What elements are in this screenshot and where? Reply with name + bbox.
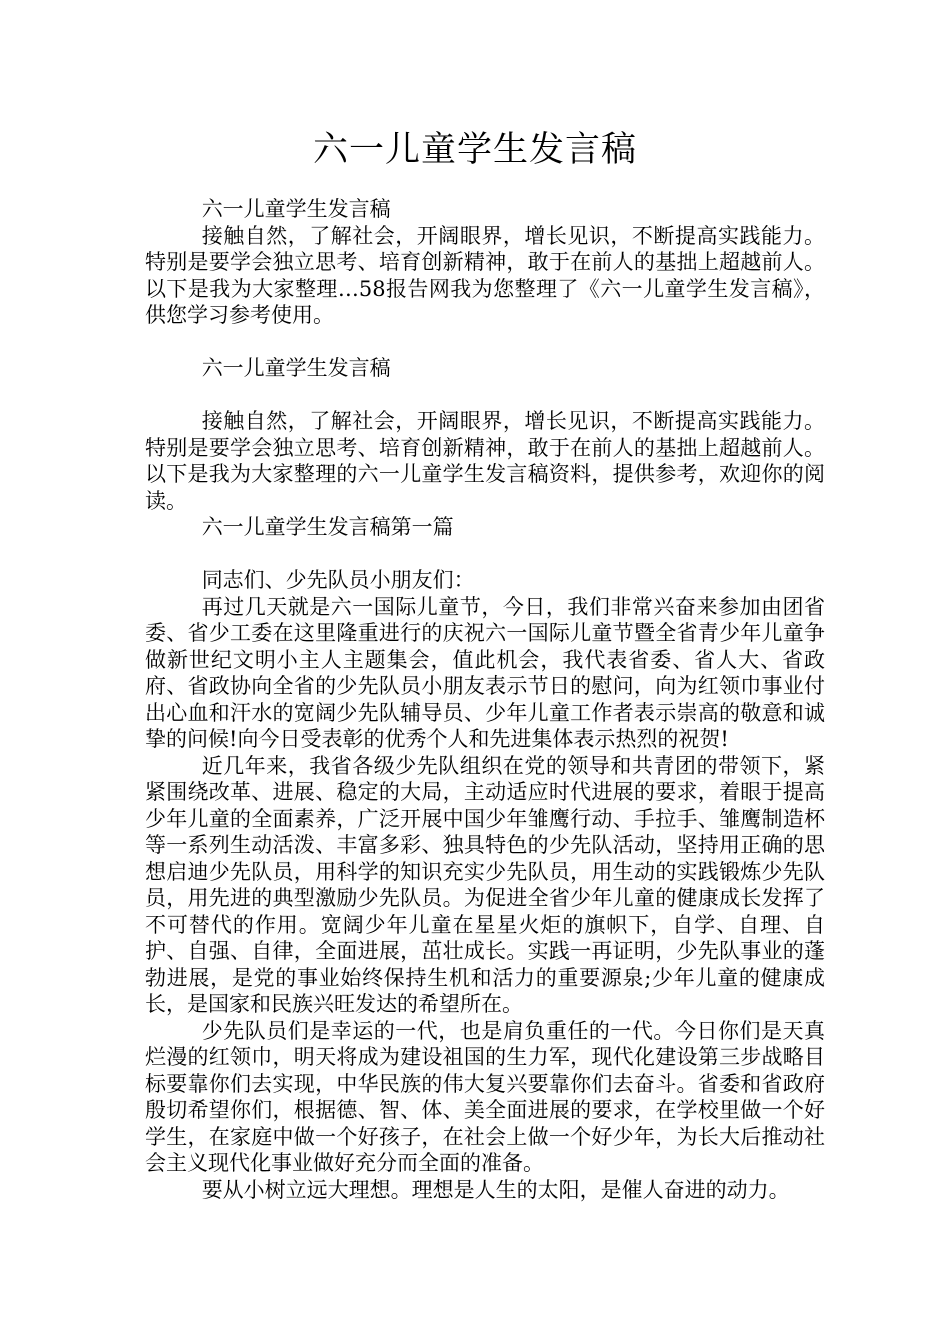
body-paragraph: 近几年来，我省各级少先队组织在党的领导和共青团的带领下，紧紧围绕改革、进展、稳定的大局，主动适应时代进展的要求，着眼于提高少年儿童的全面素养，广泛开展中国少年雏鹰行动、手拉手、雏鹰制造杯等一系列生动活泼、丰富多彩、独具特色的少先队活动，坚持用正确的思想启迪少先队员，用科学的知识充实少先队员，用生动的实践锻炼少先队员，用先进的典型激励少先队员。为促进全省少年儿童的健康成长发挥了不可替代的作用。宽阔少年儿童在星星火炬的旗帜下，自学、自理、自护、自强、自律，全面进展，茁壮成长。实践一再证明，少先队事业的蓬勃进展，是党的事业始终保持生机和活力的重要源泉;少年儿童的健康成长，是国家和民族兴旺发达的希望所在。 bbox=[145, 753, 825, 1016]
part-heading: 六一儿童学生发言稿第一篇 bbox=[201, 515, 454, 539]
body-paragraph: 要从小树立远大理想。理想是人生的太阳，是催人奋进的动力。 bbox=[201, 1177, 790, 1202]
section-intro-paragraph: 接触自然，了解社会，开阔眼界，增长见识，不断提高实践能力。特别是要学会独立思考、培育创新精神，敢于在前人的基拙上超越前人。以下是我为大家整理的六一儿童学生发言稿资料，提供参考，欢迎你的阅读。 bbox=[145, 409, 825, 513]
salutation: 同志们、少先队员小朋友们： bbox=[201, 568, 475, 592]
intro-heading: 六一儿童学生发言稿 bbox=[201, 197, 391, 221]
blank-line bbox=[145, 329, 825, 356]
body-paragraph: 再过几天就是六一国际儿童节，今日，我们非常兴奋来参加由团省委、省少工委在这里隆重进行的庆祝六一国际儿童节暨全省青少年儿童争做新世纪文明小主人主题集会，值此机会，我代表省委、省人大、省政府、省政协向全省的少先队员小朋友表示节日的慰问，向为红领巾事业付出心血和汗水的宽阔少先队辅导员、少年儿童工作者表示崇高的敬意和诚挚的问候!向今日受表彰的优秀个人和先进集体表示热烈的祝贺! bbox=[145, 594, 825, 751]
document-title: 六一儿童学生发言稿 bbox=[312, 130, 637, 170]
body-paragraph: 少先队员们是幸运的一代，也是肩负重任的一代。今日你们是天真烂漫的红领巾，明天将成为建设祖国的生力军，现代化建设第三步战略目标要靠你们去实现，中华民族的伟大复兴要靠你们去奋斗。省委和省政府殷切希望你们，根据德、智、体、美全面进展的要求，在学校里做一个好学生，在家庭中做一个好孩子，在社会上做一个好少年，为长大后推动社会主义现代化事业做好充分而全面的准备。 bbox=[145, 1018, 825, 1175]
blank-line bbox=[145, 382, 825, 409]
blank-line bbox=[145, 541, 825, 568]
document-body bbox=[145, 196, 825, 1203]
section-heading: 六一儿童学生发言稿 bbox=[201, 356, 391, 380]
intro-paragraph: 接触自然，了解社会，开阔眼界，增长见识，不断提高实践能力。特别是要学会独立思考、培育创新精神，敢于在前人的基拙上超越前人。以下是我为大家整理…58报告网我为您整理了《六一儿童学生发言稿》，供您学习参考使用。 bbox=[145, 223, 825, 327]
